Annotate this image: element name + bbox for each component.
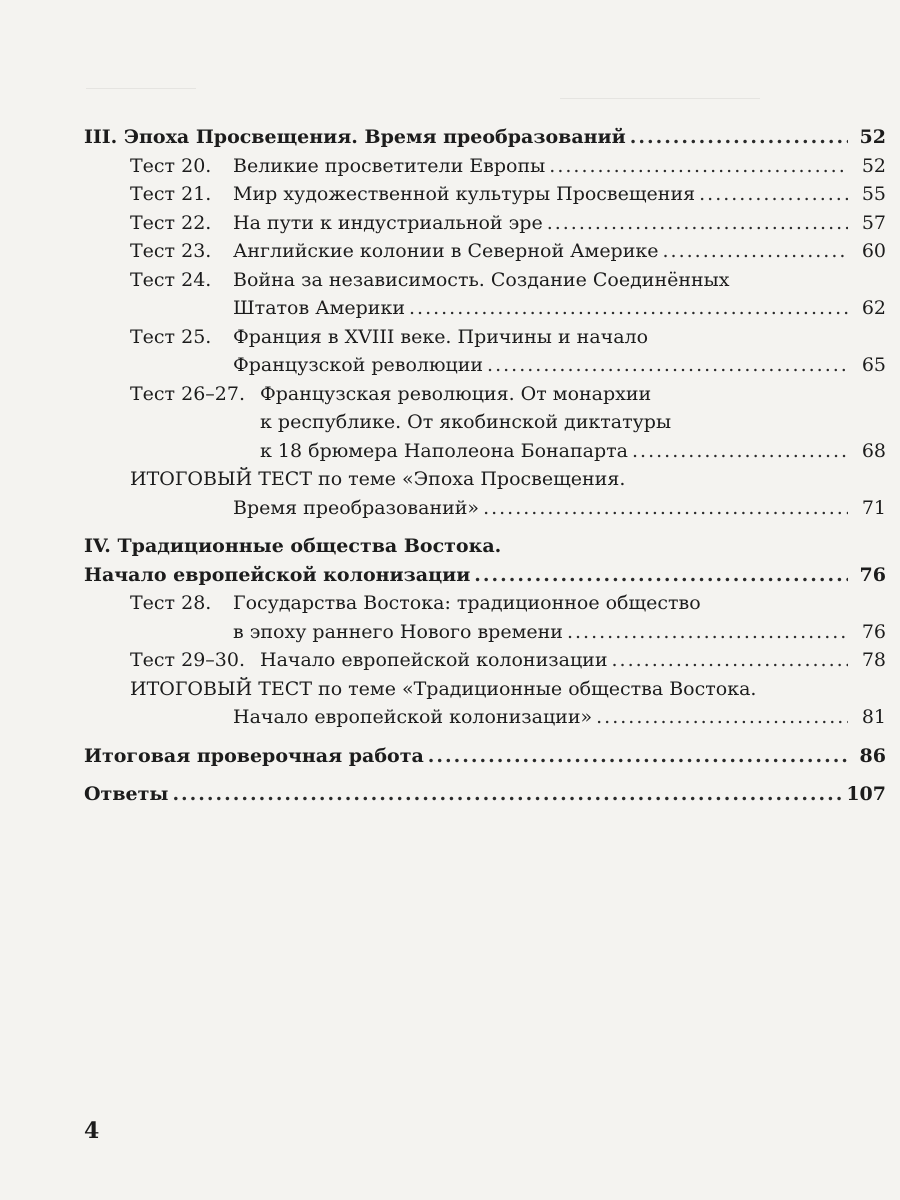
toc-section-3-page: 52 [859, 126, 886, 148]
toc-entry-continuation[interactable] [84, 294, 886, 323]
dot-leader [612, 646, 849, 675]
page-number: 4 [84, 1118, 100, 1144]
final-test-line: Время преобразований» [233, 496, 480, 519]
test-page: 76 [861, 620, 886, 643]
dot-leader [630, 123, 848, 152]
table-of-contents [84, 123, 886, 809]
dot-leader [596, 703, 848, 732]
test-title-line: Война за независимость. Создание Соединённых [233, 268, 730, 291]
toc-entry[interactable] [84, 152, 886, 181]
dot-leader [487, 351, 848, 380]
test-page: 60 [861, 240, 886, 262]
test-number: Тест 22. [130, 211, 212, 234]
dot-leader [549, 152, 848, 181]
dot-leader [172, 780, 842, 809]
toc-final-test-continuation[interactable] [84, 494, 886, 523]
test-title-line: Франция в XVIII веке. Причины и начало [233, 325, 649, 348]
toc-final-test-continuation[interactable] [84, 703, 886, 732]
test-page: 68 [861, 439, 886, 462]
test-title: Английские колонии в Северной Америке [233, 240, 659, 262]
test-title-line: Штатов Америки [233, 297, 405, 319]
test-title: Великие просветители Европы [233, 154, 546, 177]
toc-entry[interactable] [84, 589, 886, 618]
dot-leader [474, 561, 848, 590]
test-title-line: к республике. От якобинской диктатуры [260, 411, 672, 433]
test-title-line: Французской революции [233, 354, 484, 376]
toc-entry[interactable] [84, 266, 886, 295]
toc-final-work-title: Итоговая проверочная работа [84, 744, 424, 767]
toc-entry-continuation[interactable] [84, 437, 886, 466]
toc-entry-continuation[interactable] [84, 618, 886, 647]
toc-final-test[interactable] [84, 465, 886, 494]
test-page: 65 [861, 354, 886, 376]
test-page: 57 [861, 211, 886, 234]
toc-entry-continuation[interactable] [84, 408, 886, 437]
dot-leader [632, 437, 848, 466]
toc-section-4-title-line: Начало европейской колонизации [84, 563, 471, 586]
final-test-line: ИТОГОВЫЙ ТЕСТ по теме «Эпоха Просвещения. [130, 468, 626, 490]
toc-answers[interactable] [84, 780, 886, 809]
test-number: Тест 21. [130, 183, 212, 205]
toc-final-test[interactable] [84, 675, 886, 704]
dot-leader [547, 209, 848, 238]
final-test-line: Начало европейской колонизации» [233, 706, 593, 728]
test-title-line: в эпоху раннего Нового времени [233, 620, 563, 643]
dot-leader [483, 494, 848, 523]
test-page: 62 [861, 297, 886, 319]
toc-section-4-title-line: IV. Традиционные общества Востока. [84, 535, 502, 557]
dot-leader [699, 180, 848, 209]
toc-answers-page: 107 [846, 783, 886, 805]
toc-final-work-page: 86 [859, 744, 886, 767]
toc-section-3-title: III. Эпоха Просвещения. Время преобразований [84, 126, 626, 148]
test-number: Тест 20. [130, 154, 212, 177]
dot-leader [663, 237, 848, 266]
toc-entry-continuation[interactable] [84, 351, 886, 380]
bleed-through-mark [560, 98, 760, 99]
test-number: Тест 25. [130, 325, 212, 348]
dot-leader [428, 742, 848, 771]
toc-section-4-page: 76 [859, 563, 886, 586]
test-page: 55 [861, 183, 886, 205]
toc-section-4-continuation[interactable] [84, 561, 886, 590]
test-title: Начало европейской колонизации [260, 649, 608, 671]
bleed-through-mark [86, 88, 196, 89]
toc-section-3[interactable] [84, 123, 886, 152]
toc-final-work[interactable] [84, 742, 886, 771]
toc-entry[interactable] [84, 323, 886, 352]
test-title: Мир художественной культуры Просвещения [233, 183, 696, 205]
toc-entry[interactable] [84, 237, 886, 266]
test-title: На пути к индустриальной эре [233, 211, 543, 234]
dot-leader [567, 618, 848, 647]
test-number: Тест 28. [130, 592, 212, 614]
final-test-page: 71 [861, 496, 886, 519]
test-page: 78 [861, 649, 886, 671]
toc-entry[interactable] [84, 380, 886, 409]
test-page: 52 [861, 154, 886, 177]
test-title-line: Французская революция. От монархии [260, 382, 652, 405]
toc-answers-title: Ответы [84, 783, 169, 805]
test-number: Тест 23. [130, 240, 212, 262]
toc-entry[interactable] [84, 209, 886, 238]
toc-entry[interactable] [84, 180, 886, 209]
final-test-page: 81 [861, 706, 886, 728]
test-number: Тест 29–30. [130, 649, 246, 671]
final-test-line: ИТОГОВЫЙ ТЕСТ по теме «Традиционные общества Востока. [130, 677, 757, 700]
toc-section-4[interactable] [84, 532, 886, 561]
test-title-line: к 18 брюмера Наполеона Бонапарта [260, 439, 628, 462]
dot-leader [409, 294, 848, 323]
test-title-line: Государства Востока: традиционное общество [233, 592, 701, 614]
test-number: Тест 26–27. [130, 382, 246, 405]
toc-entry[interactable] [84, 646, 886, 675]
test-number: Тест 24. [130, 268, 212, 291]
